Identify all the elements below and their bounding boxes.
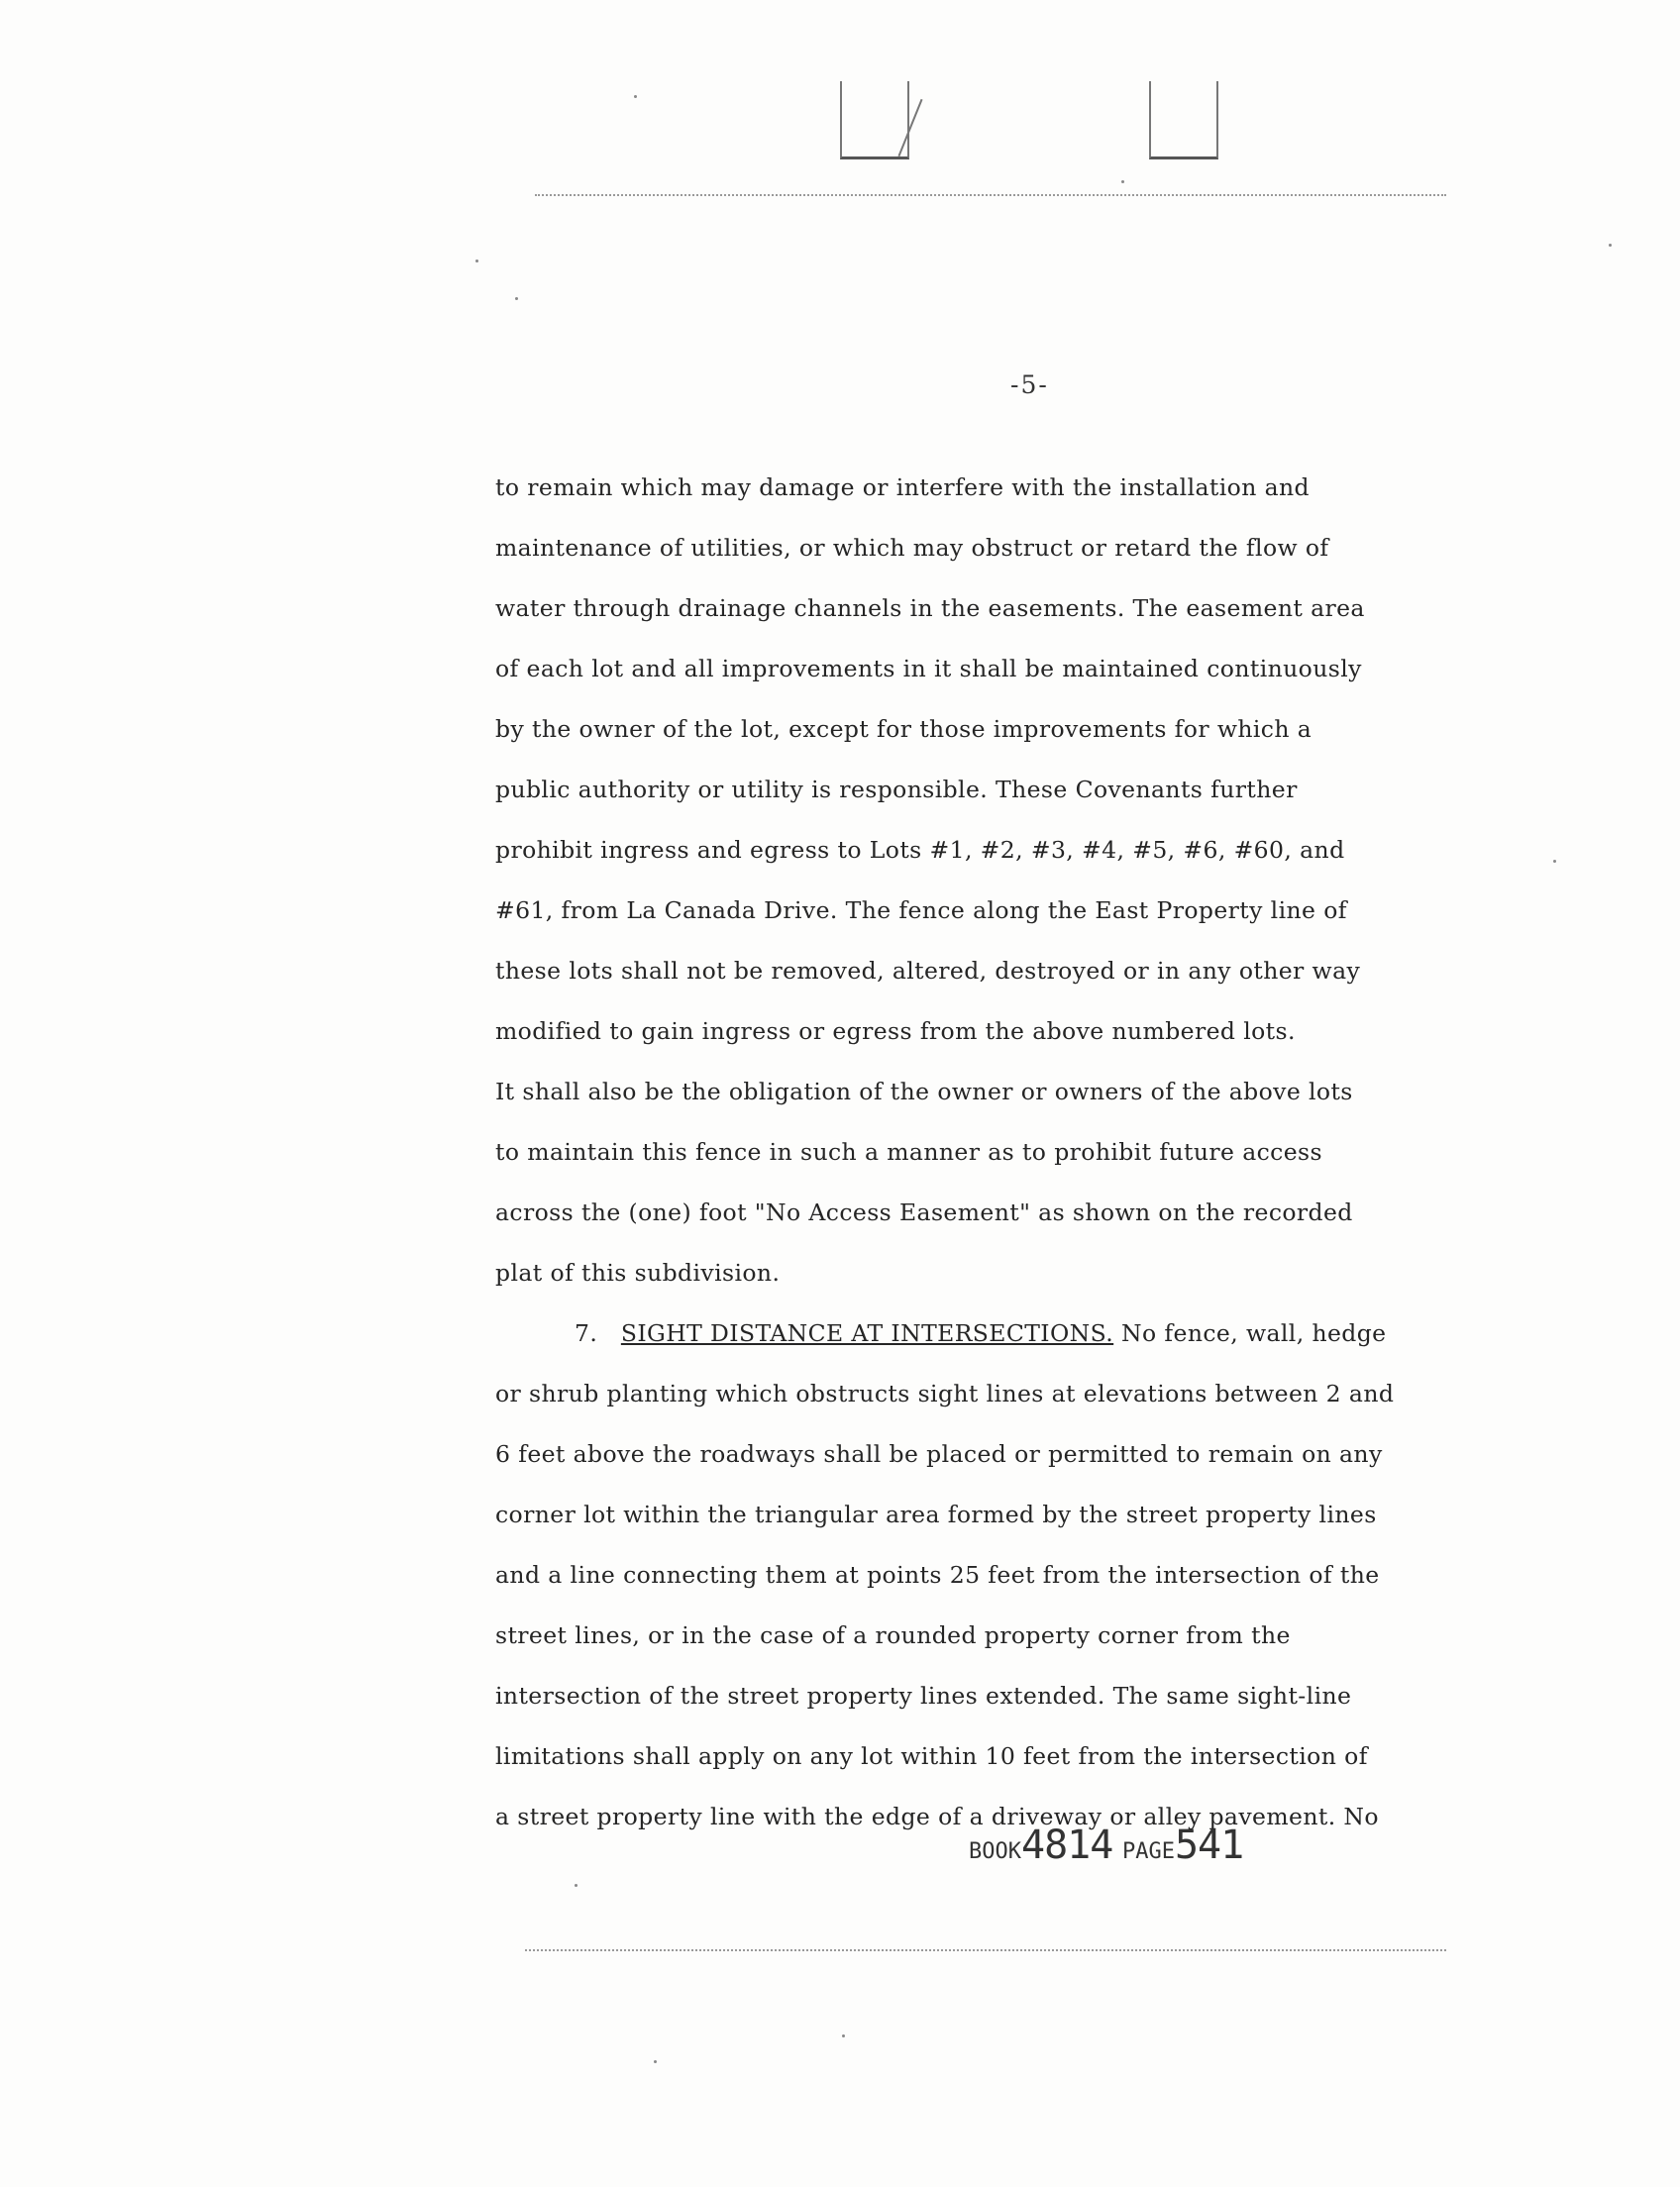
book-number: 4814 bbox=[1020, 1822, 1113, 1868]
body-text bbox=[495, 458, 1476, 1847]
binding-mark-right bbox=[1149, 81, 1218, 159]
page-label: PAGE bbox=[1121, 1839, 1175, 1864]
book-page-stamp bbox=[969, 1822, 1243, 1868]
bottom-dotted-rule bbox=[525, 1949, 1446, 1951]
text-line: intersection of the street property lines extended. The same sight-line bbox=[495, 1682, 1352, 1710]
page-number: -5- bbox=[1010, 370, 1049, 399]
text-line: limitations shall apply on any lot within 10 feet from the intersection of bbox=[495, 1742, 1368, 1770]
text-line: 6 feet above the roadways shall be placed or permitted to remain on any bbox=[495, 1440, 1383, 1468]
page-stamp-number: 541 bbox=[1174, 1822, 1244, 1868]
text-line: prohibit ingress and egress to Lots #1, #2, #3, #4, #5, #6, #60, and bbox=[495, 836, 1345, 864]
scan-speck bbox=[475, 260, 478, 262]
text-line: a street property line with the edge of a driveway or alley pavement. No bbox=[495, 1803, 1379, 1830]
text-line: these lots shall not be removed, altered, destroyed or in any other way bbox=[495, 957, 1361, 985]
scan-speck bbox=[1609, 244, 1612, 247]
text-line: #61, from La Canada Drive. The fence along the East Property line of bbox=[495, 896, 1347, 924]
book-label: BOOK bbox=[969, 1839, 1021, 1864]
text-line: public authority or utility is responsible. These Covenants further bbox=[495, 776, 1298, 803]
text-line: and a line connecting them at points 25 feet from the intersection of the bbox=[495, 1561, 1380, 1589]
text-line: maintenance of utilities, or which may obstruct or retard the flow of bbox=[495, 534, 1329, 562]
text-line: to maintain this fence in such a manner as to prohibit future access bbox=[495, 1138, 1322, 1166]
text-line: water through drainage channels in the easements. The easement area bbox=[495, 594, 1365, 622]
scan-speck bbox=[1121, 180, 1124, 183]
text-line: to remain which may damage or interfere with the installation and bbox=[495, 473, 1311, 501]
section-7-heading: SIGHT DISTANCE AT INTERSECTIONS. bbox=[620, 1319, 1114, 1347]
section-7-first-line-rest: No fence, wall, hedge bbox=[1121, 1319, 1387, 1347]
section-7-first-line bbox=[495, 1303, 1476, 1364]
top-dotted-rule bbox=[535, 194, 1446, 196]
scan-speck bbox=[1553, 860, 1556, 863]
text-line: of each lot and all improvements in it shall be maintained continuously bbox=[495, 655, 1362, 682]
text-line: or shrub planting which obstructs sight lines at elevations between 2 and bbox=[495, 1380, 1395, 1407]
scan-speck bbox=[654, 2060, 657, 2063]
text-line: by the owner of the lot, except for those improvements for which a bbox=[495, 715, 1312, 743]
scan-speck bbox=[842, 2034, 845, 2037]
text-line: plat of this subdivision. bbox=[495, 1259, 781, 1287]
binding-mark-left bbox=[840, 81, 909, 159]
text-line: modified to gain ingress or egress from the above numbered lots. bbox=[495, 1017, 1296, 1045]
text-line: street lines, or in the case of a rounded property corner from the bbox=[495, 1621, 1291, 1649]
scan-speck bbox=[634, 95, 637, 98]
text-line: It shall also be the obligation of the owner or owners of the above lots bbox=[495, 1078, 1353, 1105]
text-line: across the (one) foot "No Access Easement" as shown on the recorded bbox=[495, 1198, 1353, 1226]
scan-speck bbox=[575, 1884, 578, 1887]
section-7-number: 7. bbox=[575, 1319, 598, 1347]
text-line: corner lot within the triangular area formed by the street property lines bbox=[495, 1501, 1377, 1528]
scan-speck bbox=[515, 297, 518, 300]
